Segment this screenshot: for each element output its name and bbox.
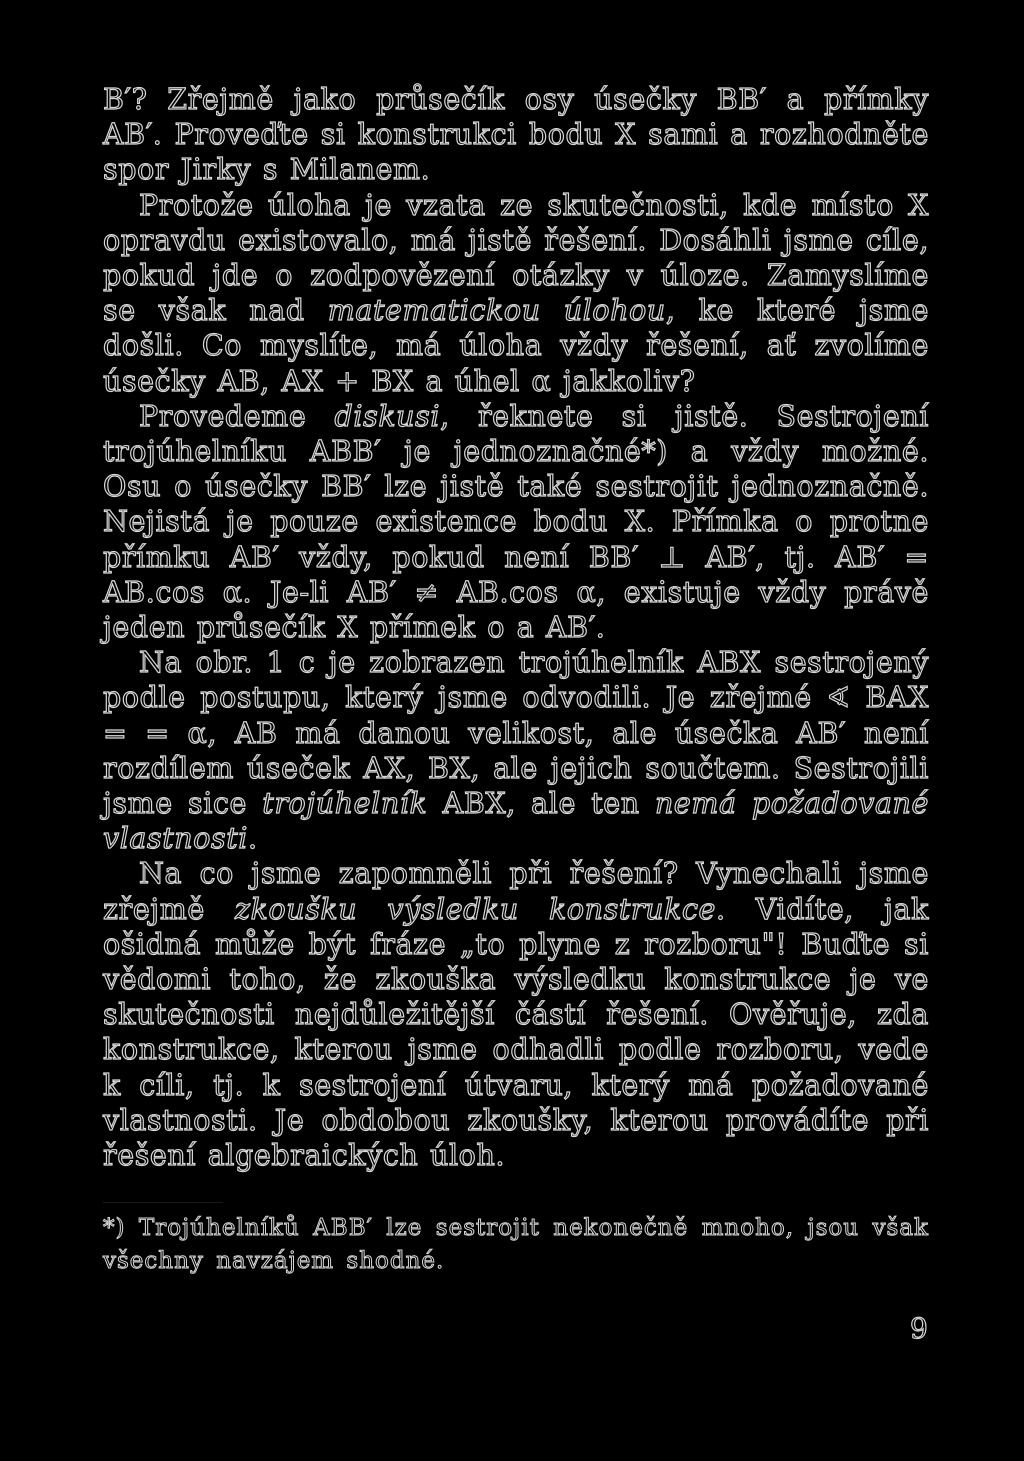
paragraph-2 bbox=[103, 188, 929, 399]
paragraph-5-text-a: Na co jsme zapomněli při řešení? Vynechali jsme zřejmě bbox=[103, 857, 929, 926]
paragraph-1-text: B′? Zřejmě jako průsečík osy úsečky BB′ a přímky AB′. Proveďte si konstrukci bodu X sami a rozhodněte spor Jirky s Milanem. bbox=[103, 83, 929, 187]
paragraph-4-emphasis-1: trojúhelník bbox=[262, 787, 428, 821]
paragraph-3-text-a: Provedeme bbox=[139, 399, 335, 433]
paragraph-5-text-b: . Vidíte, jak ošidná může být fráze „to plyne z rozboru"! Buďte si vědomi toho, že zkouška výsledku konstrukce je ve skutečnosti nejdůležitější částí řešení. Ověřuje, zda konstrukce, kterou jsme odhadli podle rozboru, vede k cíli, tj. k sestrojení útvaru, který má požadované vlastnosti. Je obdobou zkoušky, kterou provádíte při řešení algebraických úloh. bbox=[103, 892, 929, 1173]
paragraph-4 bbox=[103, 645, 929, 856]
paragraph-3-emphasis: diskusi bbox=[334, 399, 441, 433]
paragraph-2-text-a: Protože úloha je vzata ze skutečnosti, kde místo X opravdu existovalo, má jistě řešení. Dosáhli jsme cíle, pokud jde o zodpovězení otázky v úloze. Zamyslíme se však nad bbox=[103, 188, 929, 328]
paragraph-3 bbox=[103, 399, 929, 645]
footnote-divider bbox=[103, 1202, 223, 1203]
paragraph-3-text-b: , řeknete si jistě. Sestrojení trojúhelníku ABB′ je jednoznačné*) a vždy možné. Osu o úsečky BB′ lze jistě také sestrojit jednoznačně. Nejistá je pouze existence bodu X. Přímka o protne přímku AB′ vždy, pokud není BB′ ⊥ AB′, tj. AB′ = AB.cos α. Je-li AB′ ≠ AB.cos α, existuje vždy právě jeden průsečík X přímek o a AB′. bbox=[103, 399, 929, 645]
paragraph-4-text-c: . bbox=[248, 822, 258, 856]
paragraph-4-emphasis-2: nemá požadované vlastnosti bbox=[103, 787, 929, 856]
paragraph-2-emphasis: matematickou úlohou bbox=[327, 294, 666, 328]
paragraph-4-text-b: ABX, ale ten bbox=[427, 787, 655, 821]
paragraph-2-text-b: , ke které jsme došli. Co myslíte, má úloha vždy řešení, ať zvolíme úsečky AB, AX + BX a úhel α jakkoliv? bbox=[103, 294, 929, 398]
paragraph-5 bbox=[103, 856, 929, 1173]
footnote: *) Trojúhelníků ABB′ lze sestrojit nekonečně mnoho, jsou však všechny navzájem shodné. bbox=[103, 1215, 929, 1274]
paragraph-1 bbox=[103, 82, 929, 188]
page-body bbox=[103, 82, 929, 1173]
page-number: 9 bbox=[910, 1312, 928, 1345]
paragraph-5-emphasis: zkoušku výsledku konstrukce bbox=[235, 892, 716, 926]
paragraph-4-text-a: Na obr. 1 c je zobrazen trojúhelník ABX sestrojený podle postupu, který jsme odvodili. Je zřejmé ∢ BAX = = α, AB má danou velikost, ale úsečka AB′ není rozdílem úseček AX, BX, ale jejich součtem. Sestrojili jsme sice bbox=[103, 646, 929, 821]
